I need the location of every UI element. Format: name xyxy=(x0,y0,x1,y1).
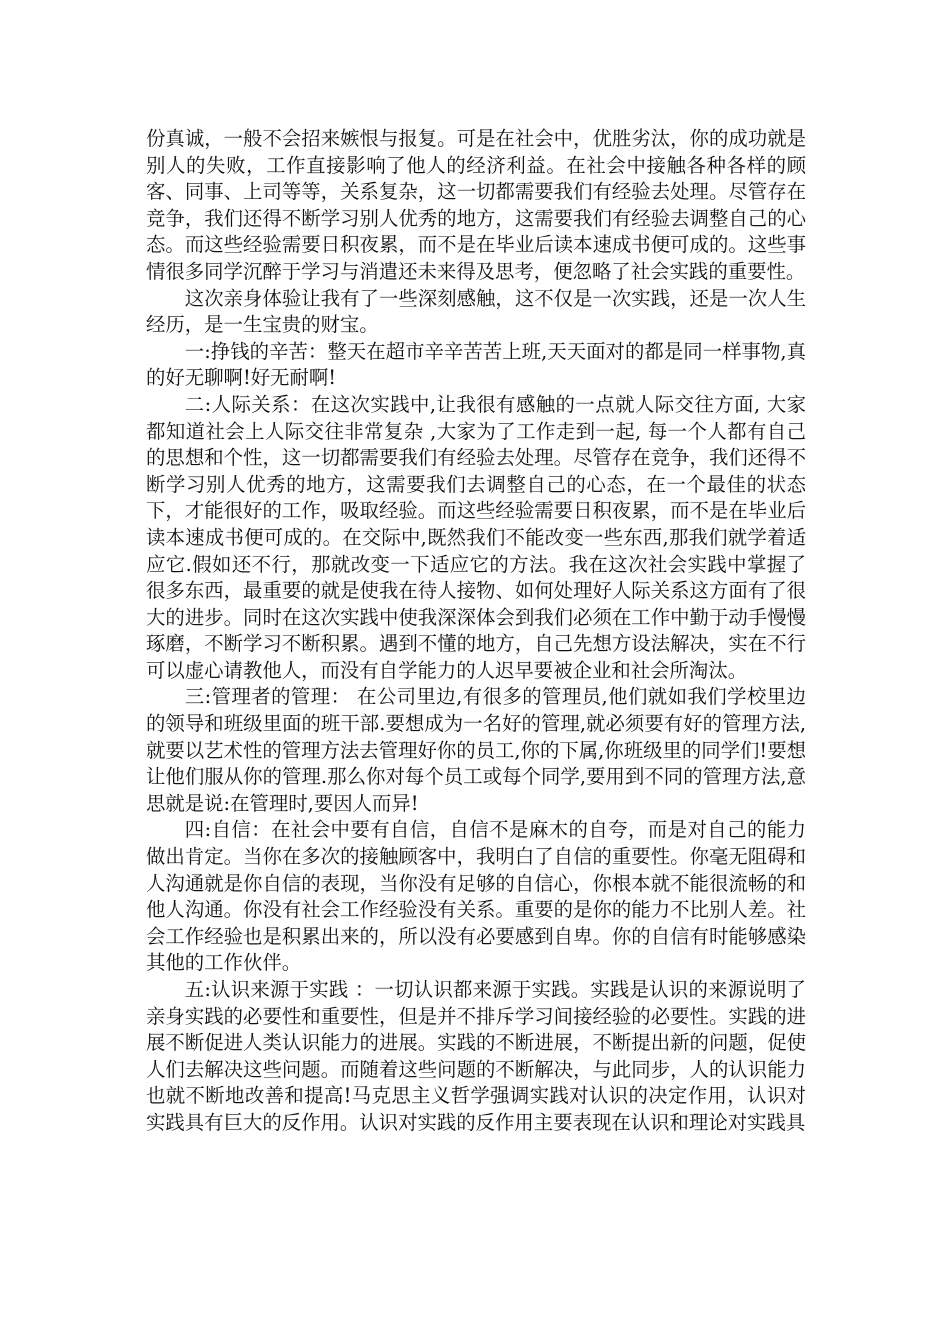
paragraph-continuation: 份真诚，一般不会招来嫉恨与报复。可是在社会中，优胜劣汰，你的成功就是别人的失败，工作直接影响了他人的经济利益。在社会中接触各种各样的顾客、同事、上司等等，关系复杂，这一切都需要我们有经验去处理。尽管存在竞争，我们还得不断学习别人优秀的地方，这需要我们有经验去调整自己的心态。而这些经验需要日积夜累，而不是在毕业后读本速成书便可成的。这些事情很多同学沉醉于学习与消遣还未来得及思考，便忽略了社会实践的重要性。 xyxy=(146,127,806,283)
paragraph-point-two: 二:人际关系：在这次实践中,让我很有感触的一点就人际交往方面, 大家都知道社会上人际交往非常复杂 ,大家为了工作走到一起, 每一个人都有自己的思想和个性，这一切都需要我们有经验去处理。尽管存在竞争，我们还得不断学习别人优秀的地方，这需要我们去调整自己的心态，在一个最佳的状态下，才能很好的工作，吸取经验。而这些经验需要日积夜累，而不是在毕业后读本速成书便可成的。在交际中,既然我们不能改变一些东西,那我们就学着适应它.假如还不行，那就改变一下适应它的方法。我在这次社会实践中掌握了很多东西，最重要的就是使我在待人接物、如何处理好人际关系这方面有了很大的进步。同时在这次实践中使我深深体会到我们必须在工作中勤于动手慢慢琢磨，不断学习不断积累。遇到不懂的地方，自己先想方设法解决，实在不行可以虚心请教他人，而没有自学能力的人迟早要被企业和社会所淘汰。 xyxy=(146,392,806,682)
document-body xyxy=(146,126,806,1137)
paragraph-point-three: 三:管理者的管理： 在公司里边,有很多的管理员,他们就如我们学校里边的领导和班级里面的班干部.要想成为一名好的管理,就必须要有好的管理方法,就要以艺术性的管理方法去管理好你的员工,你的下属,你班级里的同学们!要想让他们服从你的管理.那么你对每个员工或每个同学,要用到不同的管理方法,意思就是说:在管理时,要因人而异! xyxy=(146,685,807,815)
paragraph-point-one: 一:挣钱的辛苦：整天在超市辛辛苦苦上班,天天面对的都是同一样事物,真的好无聊啊!好无耐啊! xyxy=(146,339,806,390)
paragraph-point-four: 四:自信：在社会中要有自信，自信不是麻木的自夸，而是对自己的能力做出肯定。当你在多次的接触顾客中，我明白了自信的重要性。你毫无阻碍和人沟通就是你自信的表现，当你没有足够的自信心，你根本就不能很流畅的和他人沟通。你没有社会工作经验没有关系。重要的是你的能力不比别人差。社会工作经验也是积累出来的，所以没有必要感到自卑。你的自信有时能够感染其他的工作伙伴。 xyxy=(146,818,806,975)
paragraph-point-five: 五:认识来源于实践 ：一切认识都来源于实践。实践是认识的来源说明了亲身实践的必要性和重要性，但是并不排斥学习间接经验的必要性。实践的进展不断促进人类认识能力的进展。实践的不断进展，不断提出新的问题，促使人们去解决这些问题。而随着这些问题的不断解决，与此同步，人的认识能力也就不断地改善和提高!马克思主义哲学强调实践对认识的决定作用，认识对实践具有巨大的反作用。认识对实践的反作用主要表现在认识和理论对实践具 xyxy=(146,978,806,1134)
paragraph-experience: 这次亲身体验让我有了一些深刻感触，这不仅是一次实践，还是一次人生经历，是一生宝贵的财宝。 xyxy=(146,286,806,337)
